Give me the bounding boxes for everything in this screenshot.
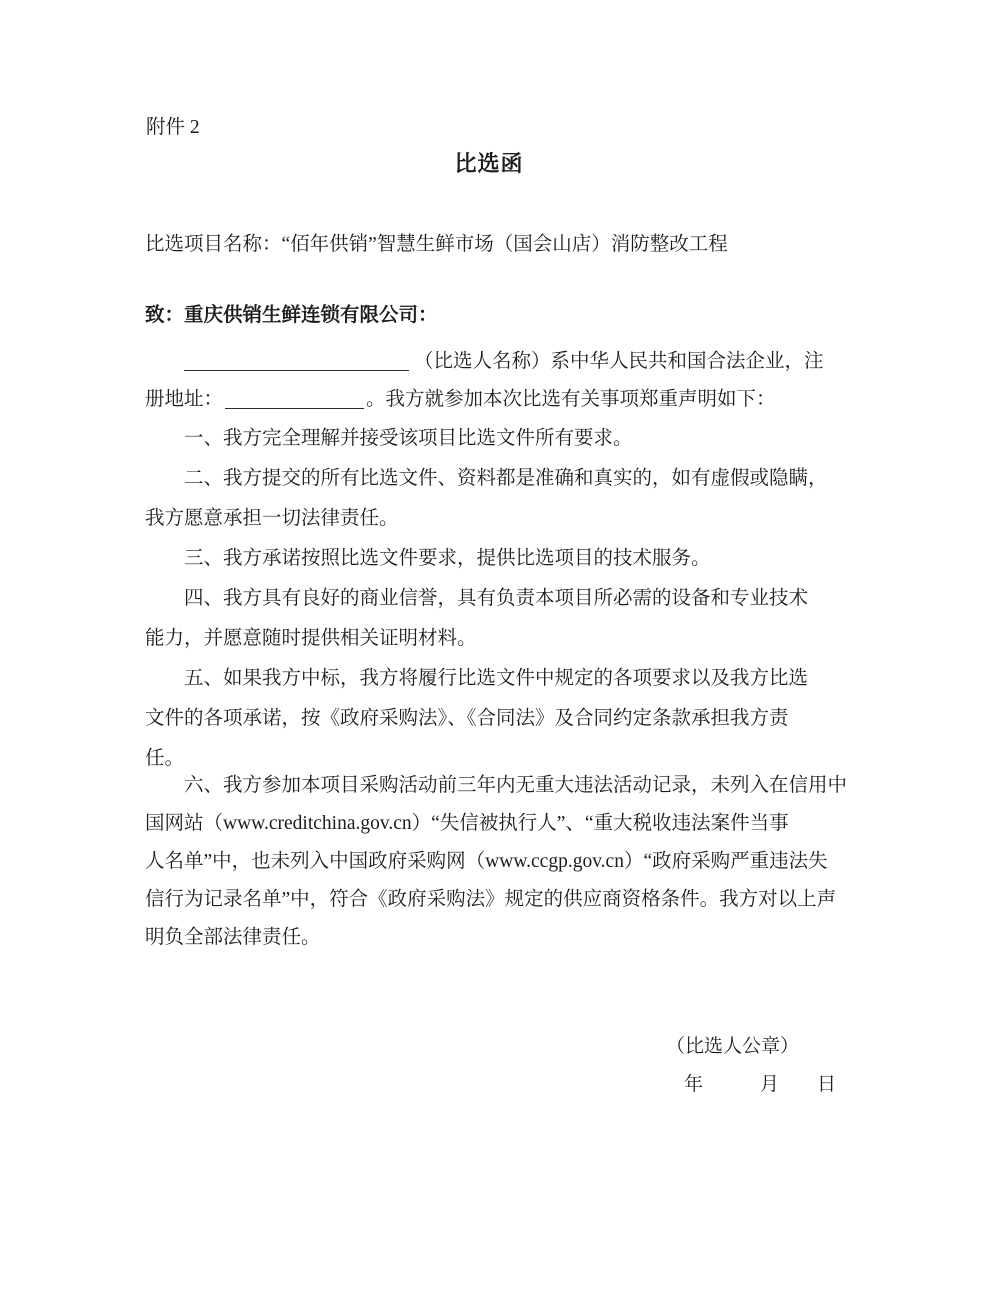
bidder-seal-hint: （比选人公章） bbox=[666, 1036, 800, 1057]
document-title: 比选函 bbox=[454, 151, 524, 176]
clause-6-line-1: 六、我方参加本项目采购活动前三年内无重大违法活动记录，未列入在信用中 bbox=[184, 775, 848, 796]
declaration-body bbox=[145, 342, 859, 957]
project-name-line: 比选项目名称：“佰年供销”智慧生鲜市场（国会山店）消防整改工程 bbox=[145, 234, 728, 255]
clause-5-line-2: 文件的各项承诺，按《政府采购法》、《合同法》及合同约定条款承担我方责 bbox=[145, 708, 789, 729]
declaration-line-1 bbox=[145, 342, 859, 381]
clause-5-line-1: 五、如果我方中标，我方将履行比选文件中规定的各项要求以及我方比选 bbox=[184, 668, 809, 689]
clause-4-line-1: 四、我方具有良好的商业信誉，具有负责本项目所必需的设备和专业技术 bbox=[184, 588, 809, 609]
clause-4-line-2: 能力，并愿意随时提供相关证明材料。 bbox=[145, 628, 477, 649]
clause-2-line-1: 二、我方提交的所有比选文件、资料都是准确和真实的，如有虚假或隐瞒， bbox=[184, 468, 828, 489]
declaration-line-2 bbox=[145, 381, 859, 419]
registered-address-label: 册地址： bbox=[145, 389, 224, 410]
clause-3-line-1: 三、我方承诺按照比选文件要求，提供比选项目的技术服务。 bbox=[184, 548, 711, 569]
attachment-label: 附件 2 bbox=[146, 117, 200, 138]
clause-1-line-1: 一、我方完全理解并接受该项目比选文件所有要求。 bbox=[184, 428, 633, 449]
declaration-line-1-text: （比选人名称）系中华人民共和国合法企业，注 bbox=[414, 351, 824, 372]
clause-6-line-4: 信行为记录名单”中，符合《政府采购法》规定的供应商资格条件。我方对以上声 bbox=[145, 889, 837, 910]
clause-6-line-2: 国网站（www.creditchina.gov.cn）“失信被执行人”、“重大税收违法案件当事 bbox=[145, 813, 789, 834]
clause-5-line-3: 任。 bbox=[145, 748, 185, 769]
declaration-line-2-text: 。我方就参加本次比选有关事项郑重声明如下： bbox=[366, 389, 776, 410]
clause-2-line-2: 我方愿意承担一切法律责任。 bbox=[145, 508, 399, 529]
date-line: 年 月 日 bbox=[684, 1074, 837, 1095]
registered-address-blank-line bbox=[225, 408, 364, 409]
bidder-name-blank-line bbox=[184, 370, 409, 371]
clause-6-line-5: 明负全部法律责任。 bbox=[145, 927, 321, 948]
salutation-line: 致：重庆供销生鲜连锁有限公司： bbox=[145, 305, 438, 326]
clause-6-line-3: 人名单”中，也未列入中国政府采购网（www.ccgp.gov.cn）“政府采购严重违法失 bbox=[145, 851, 828, 872]
